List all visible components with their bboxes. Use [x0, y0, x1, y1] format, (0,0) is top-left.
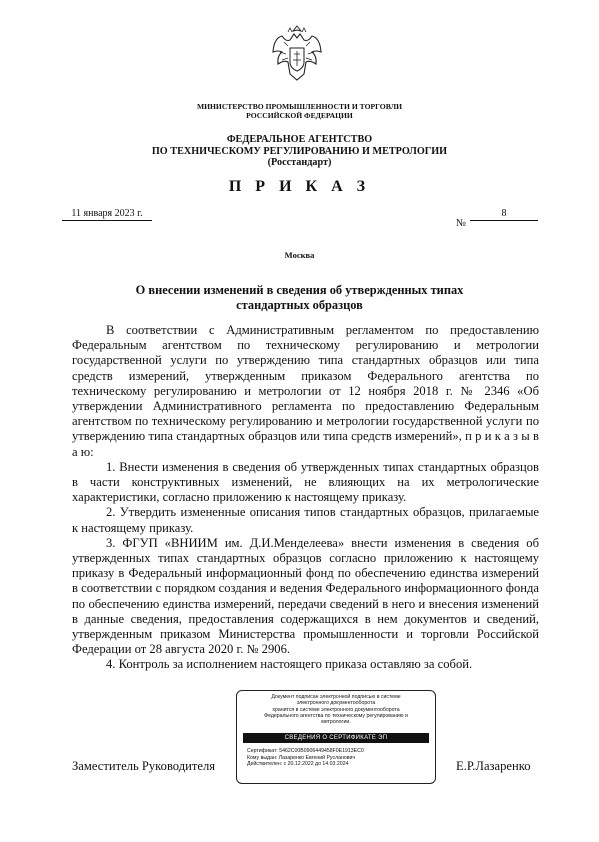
- order-title: [100, 283, 499, 312]
- order-title-line-1: О внесении изменений в сведения об утвержденных типах: [135, 283, 464, 297]
- signatory-position: Заместитель Руководителя: [72, 759, 216, 773]
- ministry-name: [0, 102, 599, 120]
- agency-line-1: ФЕДЕРАЛЬНОЕ АГЕНТСТВО: [226, 134, 373, 145]
- document-type-heading: П Р И К А З: [228, 178, 371, 195]
- stamp-certificate-id: Сертификат: 5462C00B0906449458F0E1913EC0: [247, 748, 364, 754]
- stamp-certificate-owner: Кому выдан: Лазаренко Евгений Русланович: [247, 754, 356, 761]
- stamp-header-line-3: хранится в системе электронного документооборота: [272, 706, 400, 713]
- stamp-header-line-5: метрологии.: [321, 719, 351, 726]
- stamp-certificate-details: [247, 748, 431, 768]
- electronic-signature-stamp: [236, 690, 436, 784]
- city: Москва: [284, 250, 315, 260]
- russian-coat-of-arms-emblem: [270, 22, 324, 84]
- order-body: [72, 323, 539, 673]
- paragraph-item-4: 4. Контроль за исполнением настоящего приказа оставляю за собой.: [106, 657, 473, 672]
- paragraph-item-3: 3. ФГУП «ВНИИМ им. Д.И.Менделеева» внести изменения в сведения об утвержденных типах стандартных образцов согласно приложению к настоящему приказу в Федеральный информационный фонд по обеспечению единства измерений в соответствии с порядком создания и ведения Федерального информационного фонда по обеспечению единства измерений, передачи сведений в него и внесения изменений в данные сведения, предоставления содержащихся в нем документов и сведений, утвержденным приказом Министерства промышленности и торговли Российской Федерации от 28 августа 2020 г. № 2906.: [72, 535, 539, 657]
- stamp-header: [241, 694, 431, 725]
- ministry-line-1: МИНИСТЕРСТВО ПРОМЫШЛЕННОСТИ И ТОРГОВЛИ: [196, 102, 403, 111]
- agency-line-3: (Росстандарт): [267, 157, 332, 168]
- stamp-header-line-2: электронного документооборота: [296, 700, 376, 707]
- signatory-name: Е.Р.Лазаренко: [456, 759, 531, 773]
- stamp-certificate-bar: СВЕДЕНИЯ О СЕРТИФИКАТЕ ЭП: [243, 733, 429, 743]
- order-title-line-2: стандартных образцов: [236, 297, 363, 312]
- stamp-certificate-validity: Действителен: с 20.12.2022 до 14.03.2024: [247, 761, 349, 767]
- agency-line-2: ПО ТЕХНИЧЕСКОМУ РЕГУЛИРОВАНИЮ И МЕТРОЛОГИИ: [151, 145, 448, 157]
- order-date: 11 января 2023 г.: [62, 208, 152, 221]
- paragraph-item-2: 2. Утвердить измененные описания типов стандартных образцов, прилагаемые к настоящему приказу.: [72, 505, 539, 535]
- stamp-header-line-4: Федерального агентства по техническому регулированию и: [264, 712, 408, 719]
- paragraph-preamble: В соответствии с Административным регламентом по предоставлению Федеральным агентством по техническому регулированию и метрологии государственной услуги по утверждению типа стандартных образцов или типа средств измерений, утвержденным приказом Федерального агентства по техническому регулированию и метрологии от 12 ноября 2018 г. № 2346 «Об утверждении Административного регламента по предоставлению Федеральным агентством по техническому регулированию и метрологии государственной услуги по утверждению типа стандартных образцов или типа средств измерений», п р и к а з ы в а ю:: [72, 323, 539, 459]
- ministry-line-2: РОССИЙСКОЙ ФЕДЕРАЦИИ: [246, 111, 353, 120]
- paragraph-item-1: 1. Внести изменения в сведения об утвержденных типах стандартных образцов в части конструктивных изменений, не влияющих на их метрологические характеристики, согласно приложению к настоящему приказу.: [72, 459, 539, 505]
- agency-name: [0, 134, 599, 169]
- stamp-header-line-1: Документ подписан электронной подписью в системе: [271, 694, 401, 700]
- order-number: 8: [470, 208, 538, 221]
- number-sign: №: [456, 218, 467, 229]
